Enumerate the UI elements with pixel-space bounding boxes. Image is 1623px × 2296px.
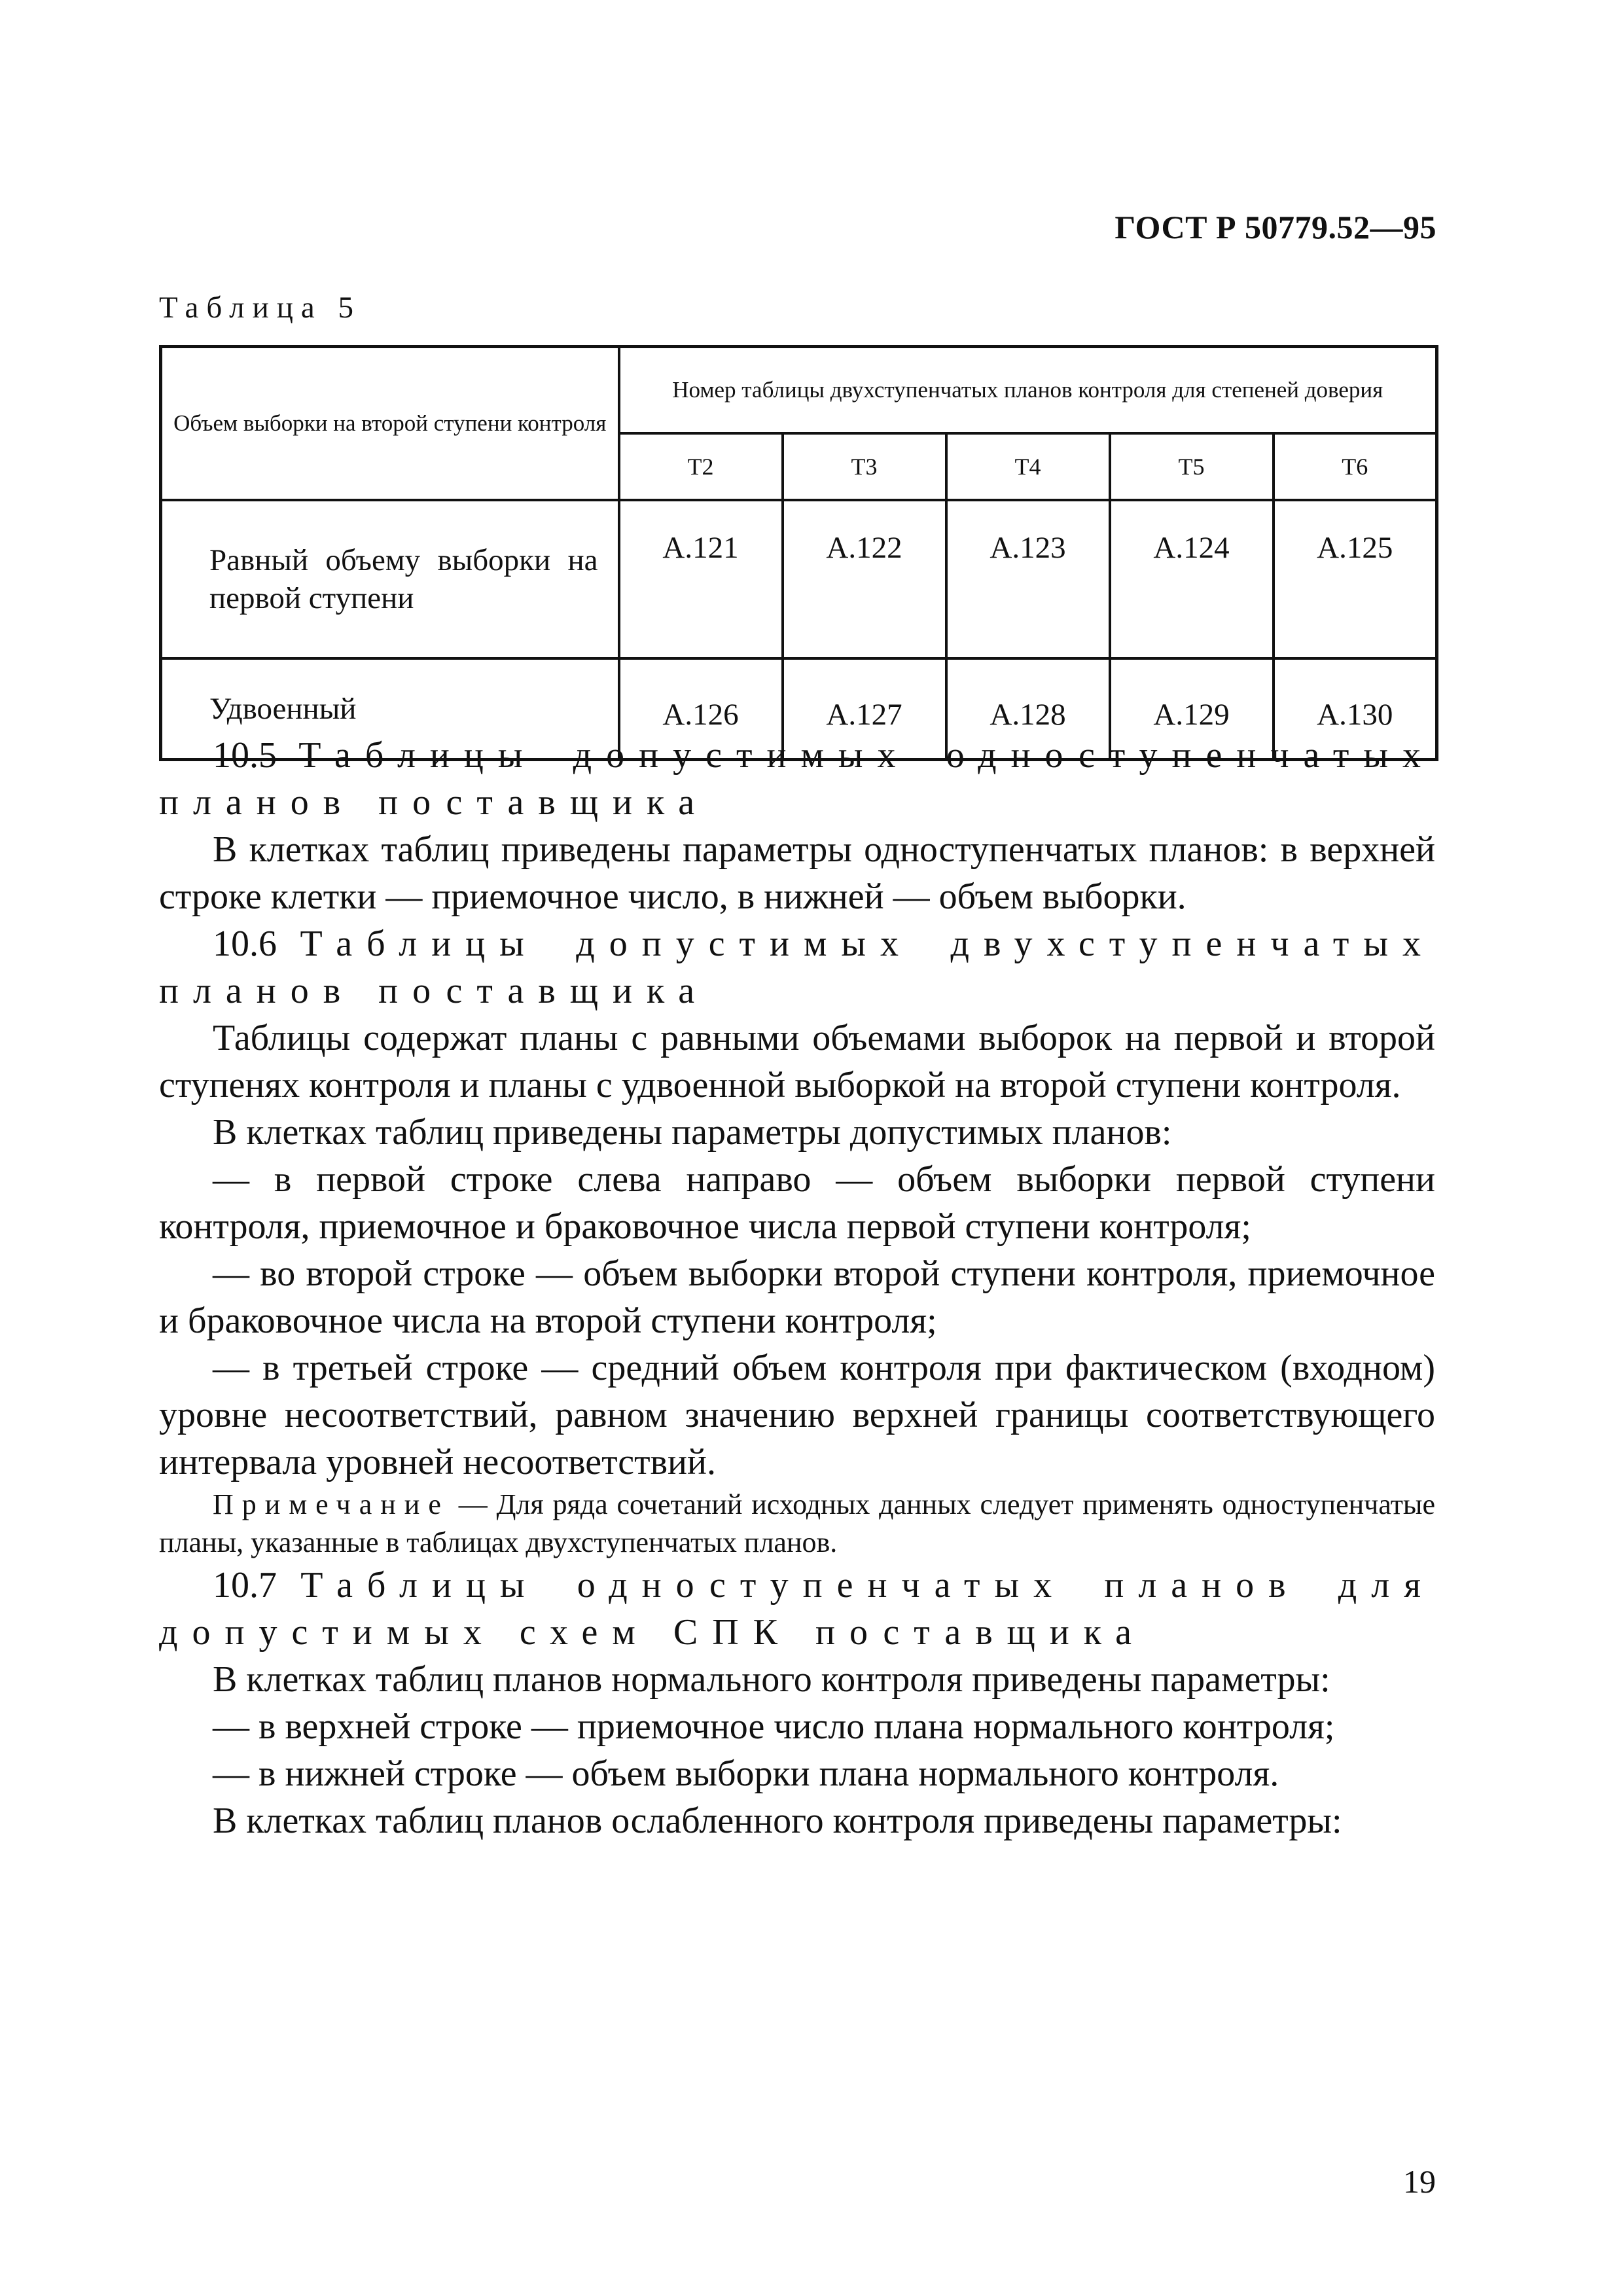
section-number: 10.5 bbox=[213, 735, 277, 776]
group-header-text: Номер таблицы двухступенчатых планов контроля для степеней доверия bbox=[672, 377, 1383, 403]
table-label: Таблица 5 bbox=[159, 291, 362, 325]
document-code: ГОСТ Р 50779.52—95 bbox=[1115, 209, 1436, 245]
table-cell: А.126 bbox=[619, 658, 783, 760]
section-title: Таблицы допустимых двухступенчатых планов поставщика bbox=[159, 924, 1435, 1011]
column-header: Т6 bbox=[1274, 433, 1437, 500]
row-label: Равный объему выборки на первой ступени bbox=[161, 500, 619, 658]
row-label: Удвоенный bbox=[161, 658, 619, 760]
section-title: Таблицы допустимых одноступенчатых планов поставщика bbox=[159, 735, 1435, 823]
table-cell: А.123 bbox=[946, 500, 1110, 658]
column-header: Т5 bbox=[1110, 433, 1274, 500]
section-title: Таблицы одноступенчатых планов для допустимых схем СПК поставщика bbox=[159, 1565, 1435, 1653]
body-text bbox=[159, 732, 1435, 1844]
section-heading bbox=[159, 920, 1435, 1014]
row-header-text: Объем выборки на второй ступени контроля bbox=[173, 410, 607, 436]
column-header: Т2 bbox=[619, 433, 783, 500]
column-header: Т3 bbox=[783, 433, 946, 500]
paragraph: В клетках таблиц планов нормального контроля приведены параметры: bbox=[213, 1659, 1330, 1700]
table-cell: А.130 bbox=[1274, 658, 1437, 760]
table-cell: А.124 bbox=[1110, 500, 1274, 658]
paragraph: В клетках таблиц планов ослабленного контроля приведены параметры: bbox=[213, 1801, 1342, 1841]
row-header-cell bbox=[161, 347, 619, 501]
table-row bbox=[161, 500, 1437, 658]
section-number: 10.7 bbox=[213, 1565, 277, 1605]
section-heading bbox=[159, 1562, 1435, 1656]
section-number: 10.6 bbox=[213, 924, 277, 964]
table-cell: А.129 bbox=[1110, 658, 1274, 760]
paragraph: В клетках таблиц приведены параметры одноступенчатых планов: в верхней строке клетки — приемочное число, в нижней — объем выборки. bbox=[159, 829, 1435, 917]
list-item: — в верхней строке — приемочное число плана нормального контроля; bbox=[213, 1706, 1335, 1747]
note bbox=[159, 1486, 1435, 1562]
note-text: — Для ряда сочетаний исходных данных следует применять одноступенчатые планы, указанные в таблицах двухступенчатых планов. bbox=[159, 1488, 1436, 1558]
table-cell: А.122 bbox=[783, 500, 946, 658]
plan-table bbox=[159, 345, 1438, 761]
list-item: — в нижней строке — объем выборки плана нормального контроля. bbox=[213, 1753, 1279, 1794]
list-item: — в первой строке слева направо — объем выборки первой ступени контроля, приемочное и браковочное числа первой ступени контроля; bbox=[159, 1159, 1435, 1247]
note-label: Примечание bbox=[213, 1488, 450, 1520]
section-heading bbox=[159, 732, 1435, 826]
list-item: — в третьей строке — средний объем контроля при фактическом (входном) уровне несоответствий, равном значению верхней границы соответствующего интервала уровней несоответствий. bbox=[159, 1348, 1435, 1482]
table-cell: А.127 bbox=[783, 658, 946, 760]
table-cell: А.128 bbox=[946, 658, 1110, 760]
table-cell: А.121 bbox=[619, 500, 783, 658]
page-number: 19 bbox=[1403, 2163, 1436, 2200]
column-header: Т4 bbox=[946, 433, 1110, 500]
list-item: — во второй строке — объем выборки второй ступени контроля, приемочное и браковочное числа на второй ступени контроля; bbox=[159, 1253, 1435, 1341]
paragraph: Таблицы содержат планы с равными объемами выборок на первой и второй ступенях контроля и планы с удвоенной выборкой на второй ступени контроля. bbox=[159, 1018, 1435, 1105]
table-cell: А.125 bbox=[1274, 500, 1437, 658]
paragraph: В клетках таблиц приведены параметры допустимых планов: bbox=[213, 1112, 1172, 1153]
group-header-cell bbox=[619, 347, 1437, 434]
